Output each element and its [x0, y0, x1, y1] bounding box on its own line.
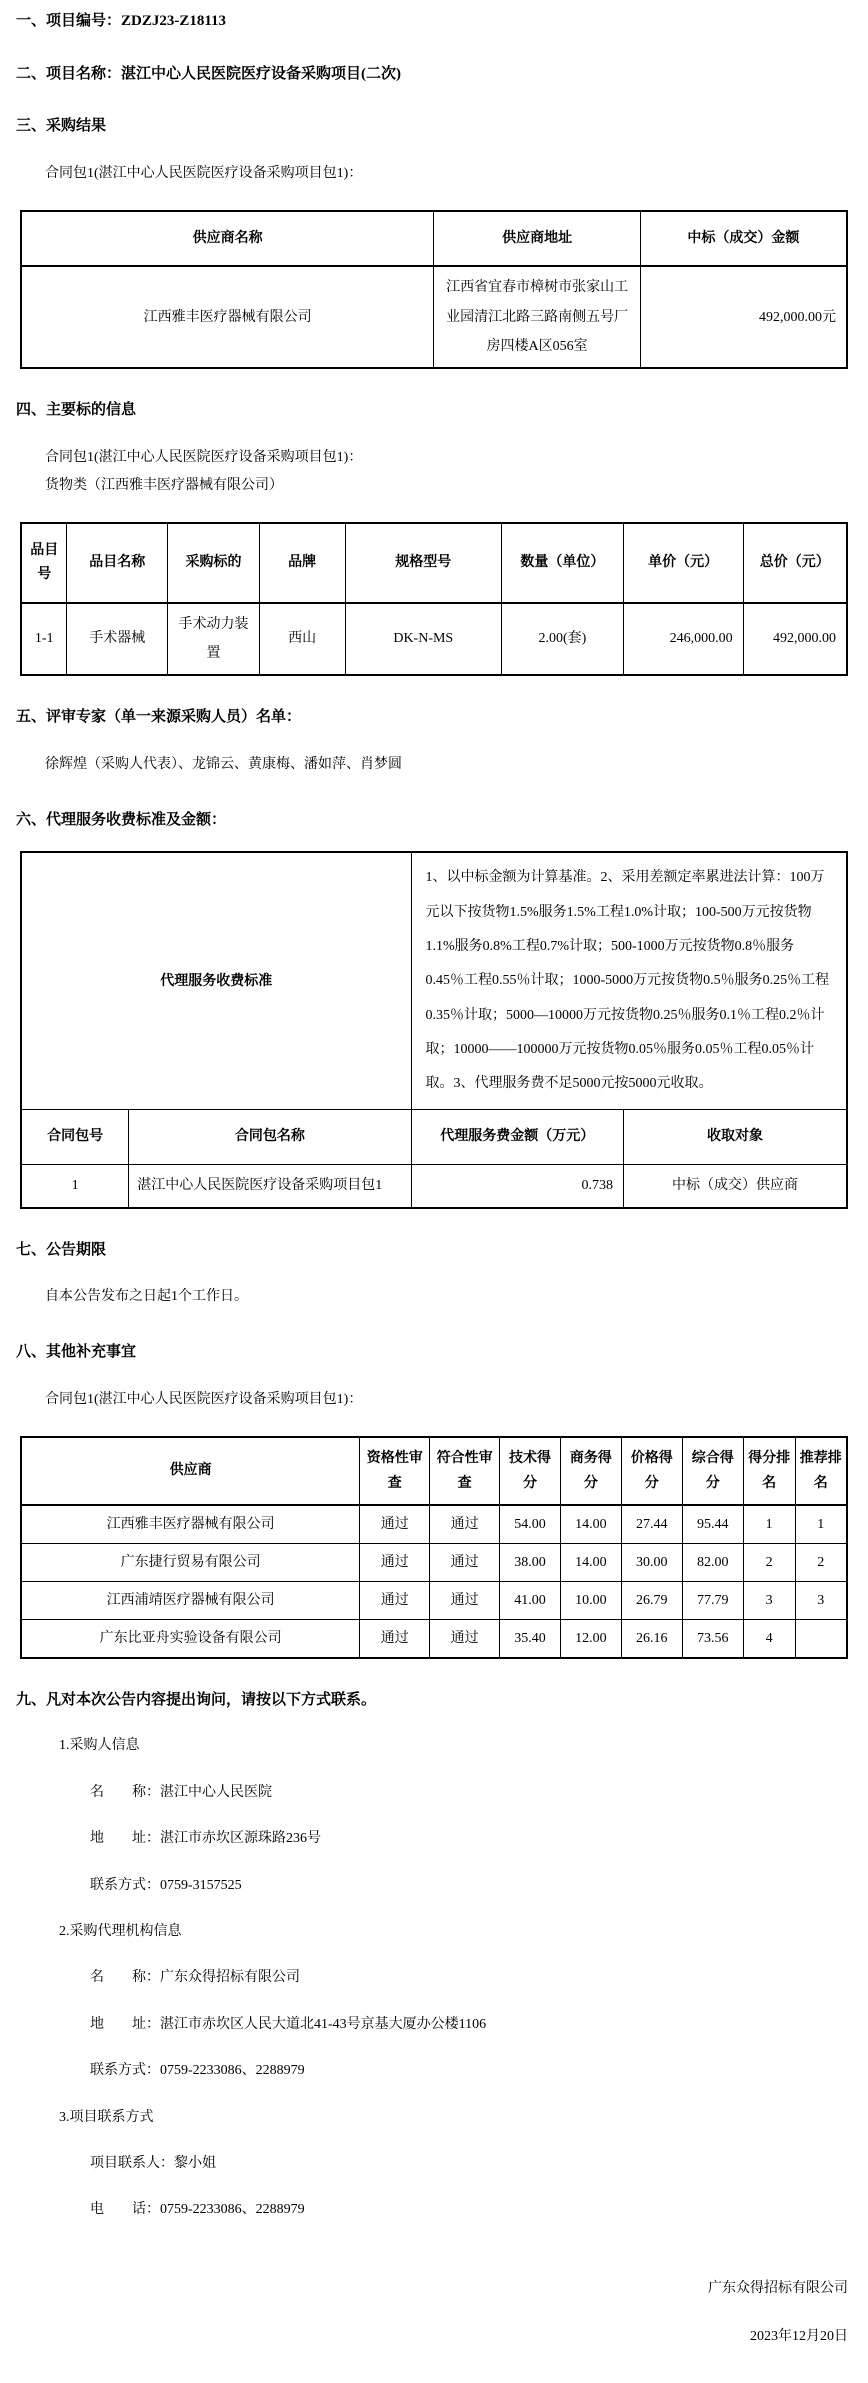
header-price-score: 价格得分 — [621, 1437, 682, 1505]
header-fee-payer: 收取对象 — [624, 1110, 847, 1165]
agency-info-heading: 2.采购代理机构信息 — [59, 1924, 182, 1940]
header-technical-score: 技术得分 — [500, 1437, 561, 1505]
purchaser-info-heading: 1.采购人信息 — [59, 1738, 140, 1754]
cell-supplier-name: 江西雅丰医疗器械有限公司 — [21, 266, 434, 368]
cell-conformity: 通过 — [430, 1619, 500, 1658]
project-contact-heading: 3.项目联系方式 — [59, 2109, 154, 2125]
header-conformity-review: 符合性审查 — [430, 1437, 500, 1505]
result-package-group — [45, 160, 848, 188]
header-overall-score: 综合得分 — [682, 1437, 743, 1505]
cell-score-rank: 4 — [743, 1619, 795, 1658]
cell-business-score: 14.00 — [560, 1543, 621, 1581]
cell-technical-score: 41.00 — [500, 1581, 561, 1619]
cell-fee-standard-label: 代理服务收费标准 — [21, 852, 411, 1110]
cell-quantity-unit: 2.00(套) — [502, 603, 624, 676]
cell-supplier-address: 江西省宜春市樟树市张家山工业园清江北路三路南侧五号厂房四楼A区056室 — [434, 266, 641, 368]
header-business-score: 商务得分 — [560, 1437, 621, 1505]
scores-row — [21, 1505, 847, 1544]
section-notice-period-title: 七、公告期限 — [16, 1241, 107, 1258]
cell-business-score: 14.00 — [560, 1505, 621, 1544]
experts-names: 徐辉煌（采购人代表）、龙锦云、黄康梅、潘如萍、肖梦圆 — [45, 756, 402, 772]
header-procurement-subject: 采购标的 — [168, 523, 260, 603]
cell-technical-score: 35.40 — [500, 1619, 561, 1658]
header-supplier-name: 供应商名称 — [21, 211, 434, 267]
cell-qualification: 通过 — [360, 1505, 430, 1544]
fee-header-row — [21, 1110, 847, 1165]
header-quantity-unit: 数量（单位） — [502, 523, 624, 603]
cell-business-score: 12.00 — [560, 1619, 621, 1658]
cell-supplier: 广东捷行贸易有限公司 — [21, 1543, 360, 1581]
header-total-price: 总价（元） — [743, 523, 847, 603]
cell-fee-payer: 中标（成交）供应商 — [624, 1165, 847, 1208]
cell-fee-amount: 0.738 — [411, 1165, 624, 1208]
project-phone-line: 电 话：0759-2233086、2288979 — [90, 2202, 305, 2218]
notice-period-group — [45, 1283, 848, 1311]
cell-supplier: 广东比亚舟实验设备有限公司 — [21, 1619, 360, 1658]
cell-award-amount: 492,000.00元 — [640, 266, 847, 368]
cell-score-rank: 1 — [743, 1505, 795, 1544]
cell-price-score: 30.00 — [621, 1543, 682, 1581]
cell-technical-score: 54.00 — [500, 1505, 561, 1544]
header-fee-amount: 代理服务费金额（万元） — [411, 1110, 624, 1165]
cell-qualification: 通过 — [360, 1619, 430, 1658]
signature-block — [16, 2278, 848, 2349]
procurement-result-table — [20, 210, 848, 370]
cell-fee-standard-text: 1、以中标金额为计算基准。2、采用差额定率累进法计算：100万元以下按货物1.5%服务1.5%工程1.0%计取；100-500万元按货物1.1%服务0.8%工程0.7%计取；500-1000万元按货物0.8％服务0.45％工程0.55％计取；1000-5000万元按货物0.5％服务0.25％工程0.35％计取；5000—10000万元按货物0.25％服务0.1％工程0.2％计取；10000——100000万元按货物0.05％服务0.05％工程0.05％计取。3、代理服务费不足5000元按5000元收取。 — [411, 852, 847, 1110]
header-score-rank: 得分排名 — [743, 1437, 795, 1505]
agency-fee-table — [20, 851, 848, 1208]
result-table-row — [21, 266, 847, 368]
scores-header-row — [21, 1437, 847, 1505]
cell-conformity: 通过 — [430, 1505, 500, 1544]
scores-row — [21, 1581, 847, 1619]
items-table-row — [21, 603, 847, 676]
cell-business-score: 10.00 — [560, 1581, 621, 1619]
cell-recommend-rank: 2 — [795, 1543, 847, 1581]
header-package-no: 合同包号 — [21, 1110, 129, 1165]
subject-items-table — [20, 522, 848, 676]
section-contact-title: 九、凡对本次公告内容提出询问，请按以下方式联系。 — [16, 1691, 377, 1708]
subject-package-line: 合同包1(湛江中心人民医院医疗设备采购项目包1)： — [45, 449, 363, 465]
notice-period-text: 自本公告发布之日起1个工作日。 — [45, 1289, 248, 1305]
cell-score-rank: 2 — [743, 1543, 795, 1581]
header-spec-model: 规格型号 — [345, 523, 501, 603]
cell-total-price: 492,000.00 — [743, 603, 847, 676]
section-supplementary-title: 八、其他补充事宜 — [16, 1344, 137, 1361]
cell-recommend-rank: 1 — [795, 1505, 847, 1544]
cell-item-name: 手术器械 — [67, 603, 168, 676]
cell-overall-score: 95.44 — [682, 1505, 743, 1544]
cell-overall-score: 77.79 — [682, 1581, 743, 1619]
section-experts-title: 五、评审专家（单一来源采购人员）名单： — [16, 709, 302, 726]
cell-unit-price: 246,000.00 — [623, 603, 743, 676]
cell-spec-model: DK-N-MS — [345, 603, 501, 676]
header-unit-price: 单价（元） — [623, 523, 743, 603]
subject-category-line: 货物类（江西雅丰医疗器械有限公司） — [45, 477, 283, 493]
cell-price-score: 26.16 — [621, 1619, 682, 1658]
cell-price-score: 26.79 — [621, 1581, 682, 1619]
purchaser-name-line: 名 称：湛江中心人民医院 — [90, 1784, 272, 1800]
signature-company: 广东众得招标有限公司 — [708, 2280, 848, 2296]
cell-procurement-subject: 手术动力装置 — [168, 603, 260, 676]
cell-qualification: 通过 — [360, 1581, 430, 1619]
header-item-name: 品目名称 — [67, 523, 168, 603]
signature-date: 2023年12月20日 — [750, 2329, 848, 2345]
project-contact-person-line: 项目联系人：黎小姐 — [90, 2156, 216, 2171]
cell-brand: 西山 — [259, 603, 345, 676]
header-qualification-review: 资格性审查 — [360, 1437, 430, 1505]
cell-price-score: 27.44 — [621, 1505, 682, 1544]
cell-score-rank: 3 — [743, 1581, 795, 1619]
agency-name-line: 名 称：广东众得招标有限公司 — [90, 1970, 300, 1986]
cell-conformity: 通过 — [430, 1543, 500, 1581]
section-procurement-result-title: 三、采购结果 — [16, 118, 107, 134]
header-award-amount: 中标（成交）金额 — [640, 211, 847, 267]
header-brand: 品牌 — [259, 523, 345, 603]
experts-group — [45, 751, 848, 779]
fee-data-row — [21, 1165, 847, 1208]
purchaser-address-line: 地 址：湛江市赤坎区源珠路236号 — [90, 1831, 321, 1847]
scores-row — [21, 1619, 847, 1658]
header-supplier-address: 供应商地址 — [434, 211, 641, 267]
cell-recommend-rank: 3 — [795, 1581, 847, 1619]
items-header-row — [21, 523, 847, 603]
supplementary-package-group — [45, 1386, 848, 1414]
cell-supplier: 江西浦靖医疗器械有限公司 — [21, 1581, 360, 1619]
cell-recommend-rank — [795, 1619, 847, 1658]
cell-conformity: 通过 — [430, 1581, 500, 1619]
cell-supplier: 江西雅丰医疗器械有限公司 — [21, 1505, 360, 1544]
subject-package-group — [45, 444, 848, 500]
cell-item-no: 1-1 — [21, 603, 67, 676]
section-subject-info-title: 四、主要标的信息 — [16, 402, 137, 419]
section-project-number-title: 一、项目编号：ZDZJ23-Z18113 — [16, 13, 227, 29]
cell-package-no: 1 — [21, 1165, 129, 1208]
cell-qualification: 通过 — [360, 1543, 430, 1581]
header-recommend-rank: 推荐排名 — [795, 1437, 847, 1505]
scores-row — [21, 1543, 847, 1581]
agency-address-line: 地 址：湛江市赤坎区人民大道北41-43号京基大厦办公楼1106 — [90, 2016, 487, 2032]
section-agency-fee-title: 六、代理服务收费标准及金额： — [16, 811, 227, 828]
result-table-header-row — [21, 211, 847, 267]
result-package-line: 合同包1(湛江中心人民医院医疗设备采购项目包1)： — [45, 165, 363, 181]
scores-table — [20, 1436, 848, 1659]
cell-overall-score: 82.00 — [682, 1543, 743, 1581]
purchaser-contact-line: 联系方式：0759-3157525 — [90, 1877, 242, 1893]
cell-package-name: 湛江中心人民医院医疗设备采购项目包1 — [129, 1165, 411, 1208]
section-project-name-title: 二、项目名称：湛江中心人民医院医疗设备采购项目(二次) — [16, 65, 401, 82]
fee-standard-row — [21, 852, 847, 1110]
header-package-name: 合同包名称 — [129, 1110, 411, 1165]
cell-technical-score: 38.00 — [500, 1543, 561, 1581]
header-item-no: 品目号 — [21, 523, 67, 603]
header-supplier: 供应商 — [21, 1437, 360, 1505]
cell-overall-score: 73.56 — [682, 1619, 743, 1658]
agency-contact-line: 联系方式：0759-2233086、2288979 — [90, 2063, 305, 2079]
supplementary-package-line: 合同包1(湛江中心人民医院医疗设备采购项目包1)： — [45, 1391, 363, 1407]
